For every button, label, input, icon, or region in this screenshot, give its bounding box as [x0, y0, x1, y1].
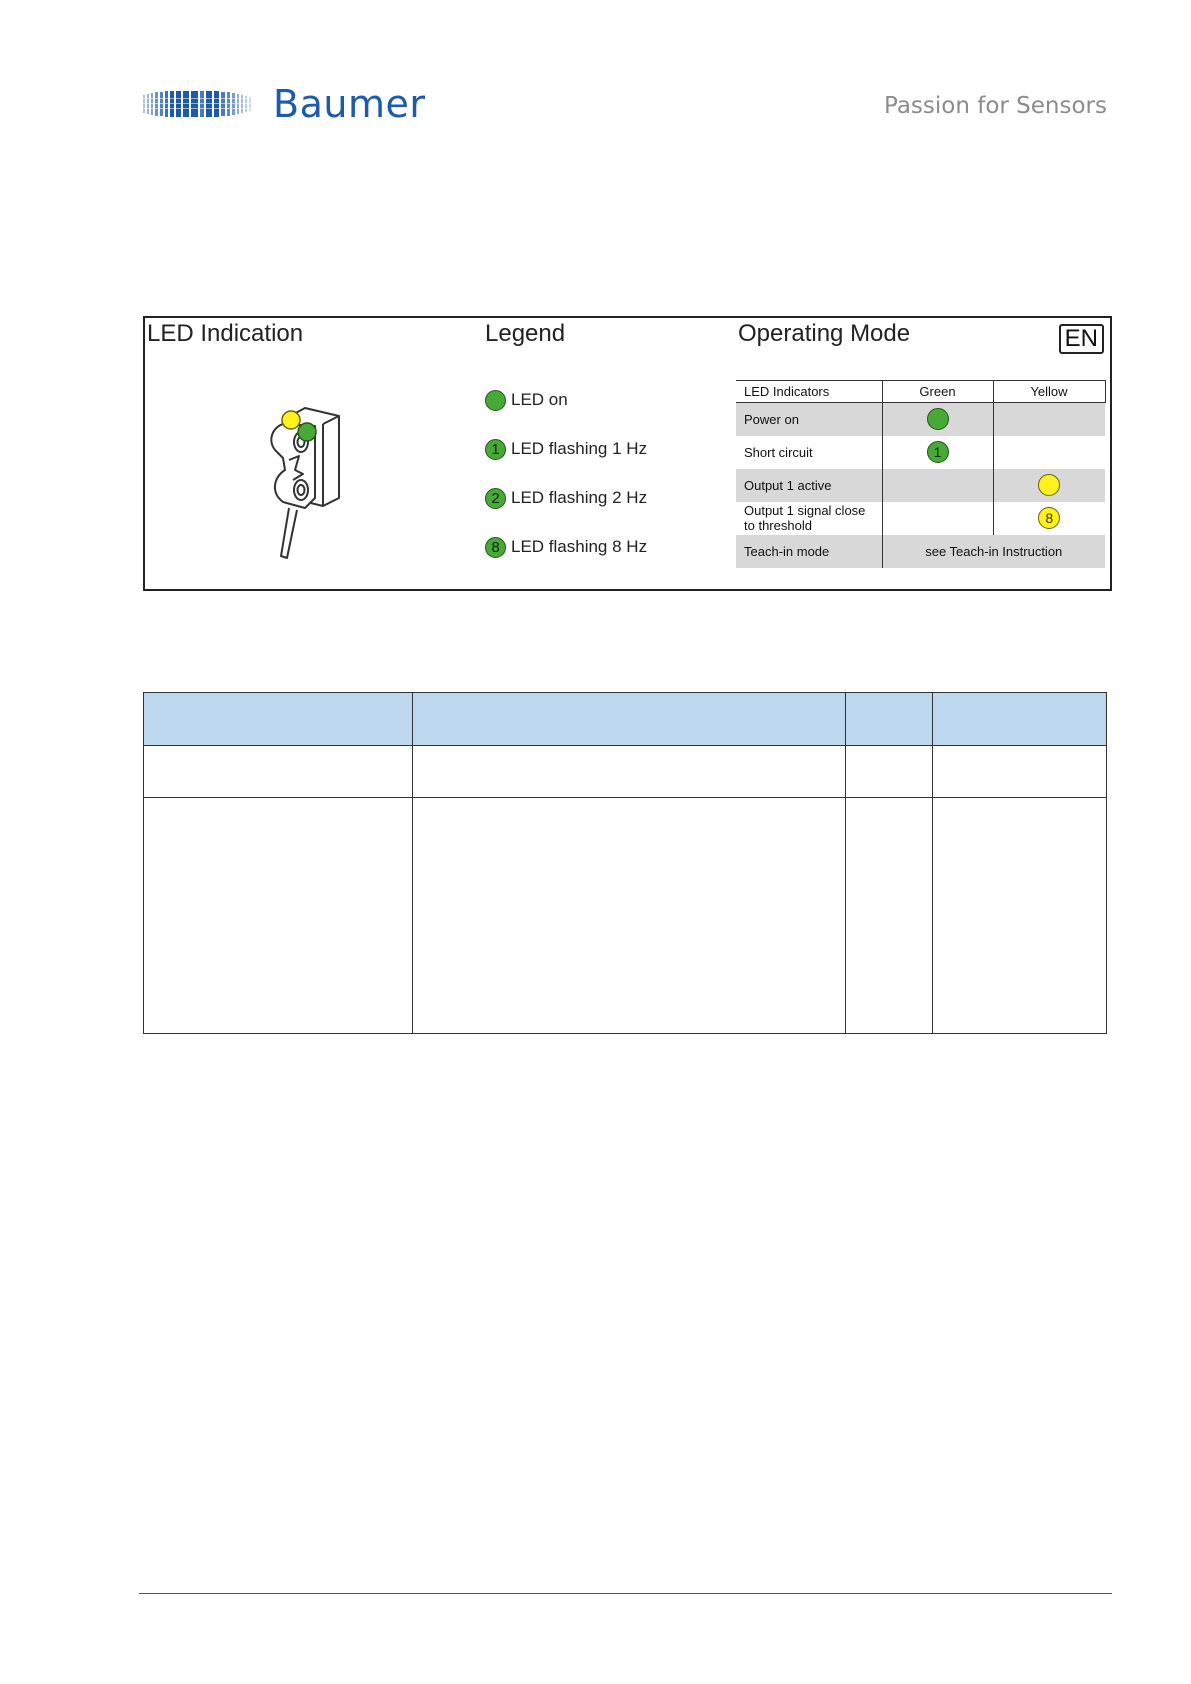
table-row [144, 798, 1107, 1034]
row-label: Short circuit [744, 444, 813, 460]
row-label: Power on [736, 403, 882, 436]
merged-cell: see Teach-in Instruction [882, 535, 1105, 568]
header-cell [144, 693, 413, 746]
table-header-row [736, 381, 1105, 403]
led-flash-2hz-icon: 2 [485, 488, 506, 509]
header-green: Green [882, 381, 993, 403]
table-header-row [144, 693, 1107, 746]
legend-label: LED flashing 8 Hz [511, 537, 648, 556]
row-label: Output 1 signal close to threshold [744, 503, 866, 533]
yellow-led-on-icon [1038, 474, 1060, 496]
header-cell [413, 693, 846, 746]
legend-item [485, 535, 647, 559]
header-led-indicators: LED Indicators [736, 381, 882, 403]
legend-label: LED flashing 1 Hz [511, 439, 648, 458]
operating-mode-title: Operating Mode [738, 320, 911, 347]
brand-logo [143, 84, 425, 124]
header-yellow: Yellow [993, 381, 1105, 403]
language-badge: EN [1059, 324, 1104, 354]
sensor-device-icon [255, 398, 355, 563]
table-row [144, 746, 1107, 798]
footer-rule [139, 1593, 1112, 1594]
table-row [736, 535, 1105, 568]
table-row [736, 436, 1105, 469]
led-indication-title: LED Indication [147, 320, 304, 347]
green-led-on-icon [927, 408, 949, 430]
row-label: Teach-in mode [736, 535, 882, 568]
brand-name: Baumer [273, 82, 426, 126]
table-cell [846, 798, 933, 1034]
header-cell [846, 693, 933, 746]
legend-label: LED flashing 2 Hz [511, 488, 648, 507]
table-cell [144, 798, 413, 1034]
led-flash-8hz-icon: 8 [485, 537, 506, 558]
table-cell [933, 798, 1107, 1034]
legend-label: LED on [511, 390, 568, 409]
data-table [143, 692, 1107, 1034]
table-row [736, 469, 1105, 502]
legend-item [485, 486, 647, 510]
legend-title: Legend [485, 320, 566, 347]
led-flash-1hz-icon: 1 [485, 439, 506, 460]
table-cell [413, 746, 846, 798]
operating-mode-table [736, 380, 1106, 568]
legend-item [485, 388, 647, 412]
table-row [736, 403, 1105, 436]
yellow-led-flash-icon: 8 [1038, 507, 1060, 529]
table-cell [413, 798, 846, 1034]
table-cell [846, 746, 933, 798]
legend-item [485, 437, 647, 461]
table-cell [933, 746, 1107, 798]
baumer-logo-icon [143, 89, 255, 119]
row-label: Output 1 active [736, 469, 882, 502]
table-row [736, 502, 1105, 535]
led-indication-panel [143, 316, 1112, 591]
led-on-icon [485, 390, 506, 411]
header-cell [933, 693, 1107, 746]
tagline: Passion for Sensors [883, 93, 1107, 119]
legend-list [485, 388, 647, 584]
table-cell [144, 746, 413, 798]
green-led-flash-icon: 1 [927, 441, 949, 463]
